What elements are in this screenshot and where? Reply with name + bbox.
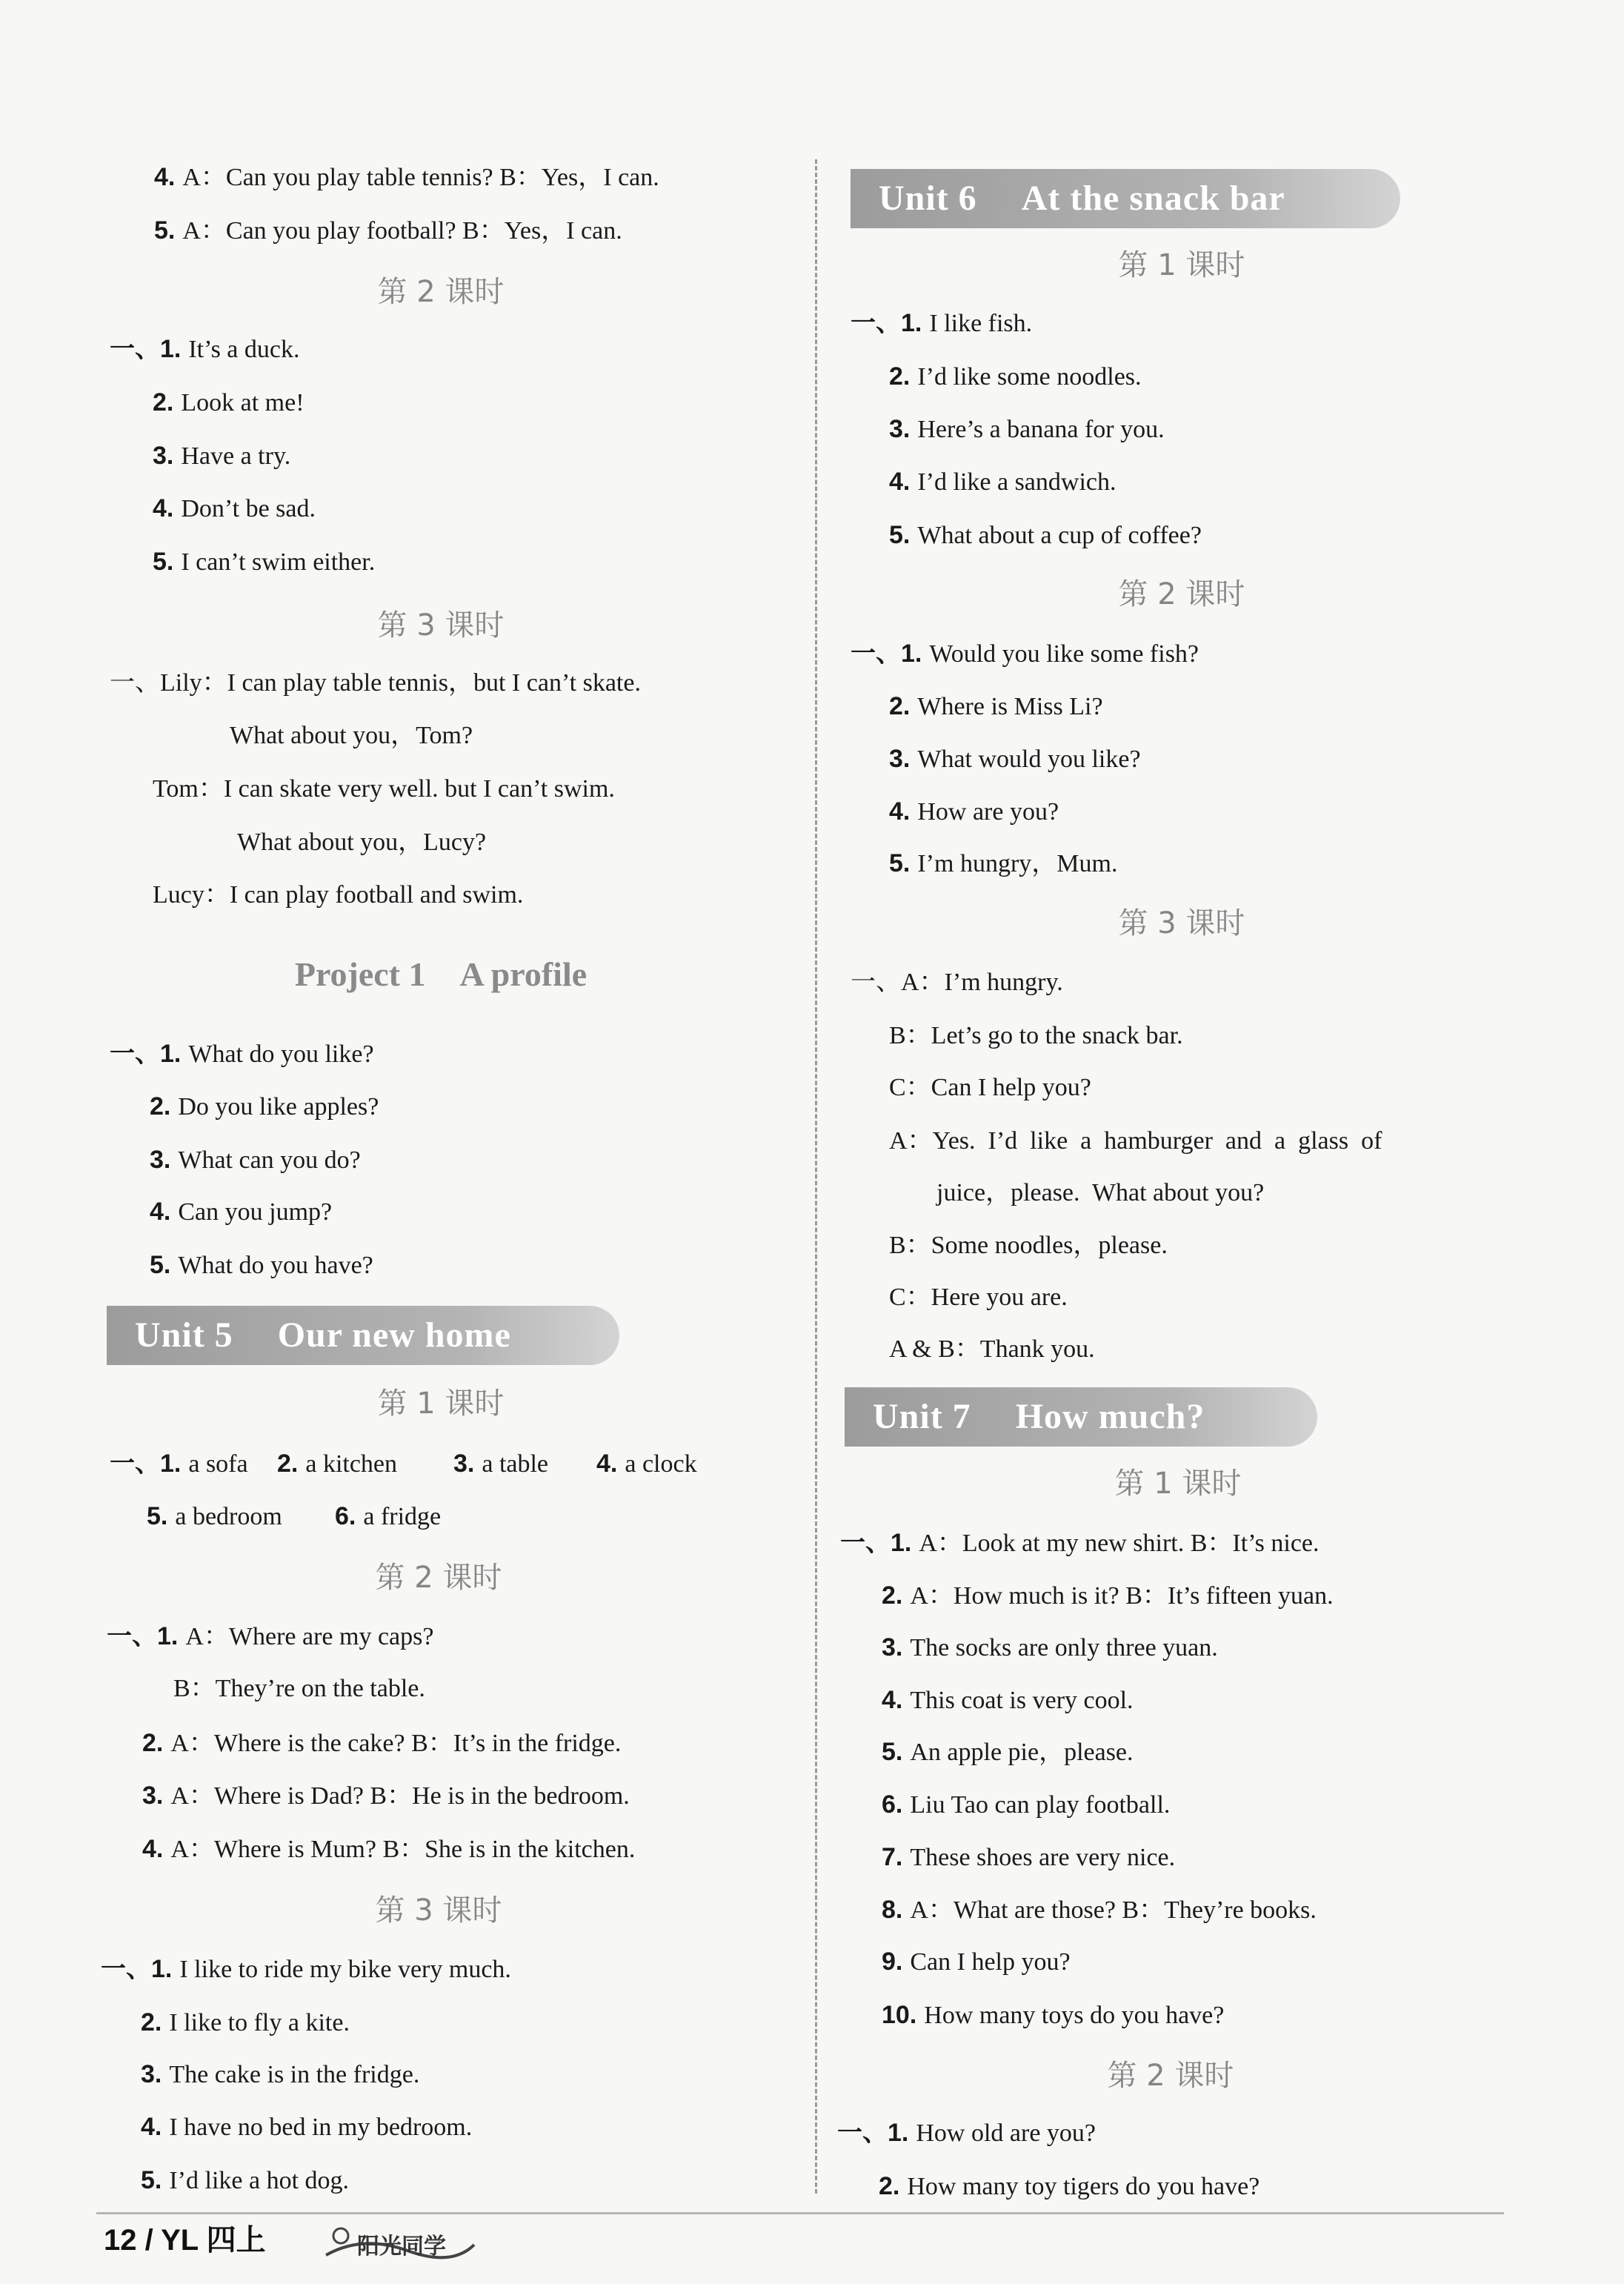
list-item: 一、1. How old are you? <box>837 2119 1096 2147</box>
list-item: 4. A：Where is Mum? B：She is in the kitchen. <box>142 1835 636 1863</box>
lesson-heading: 第 2 课时 <box>1118 577 1245 611</box>
dialogue-line: B：Some noodles，please. <box>889 1232 1168 1259</box>
dialogue-line: A & B：Thank you. <box>889 1335 1095 1363</box>
lesson-heading: 第 1 课时 <box>1118 248 1245 282</box>
list-item: 5. An apple pie，please. <box>882 1738 1134 1766</box>
lesson-heading: 第 3 课时 <box>375 1893 502 1928</box>
list-item: 一、1. I like fish. <box>851 309 1033 337</box>
dialogue-line: What about you，Tom? <box>230 722 473 749</box>
list-item: 2. How many toy tigers do you have? <box>879 2172 1260 2200</box>
lesson-heading: 第 2 课时 <box>1107 2059 1234 2093</box>
column-divider <box>815 159 817 2194</box>
list-item: 一、1. a sofa <box>110 1450 248 1478</box>
list-item: 4. I have no bed in my bedroom. <box>141 2113 473 2141</box>
list-item: 2. Do you like apples? <box>150 1092 379 1121</box>
list-item: 2. Where is Miss Li? <box>889 692 1103 720</box>
list-item: 3. Here’s a banana for you. <box>889 415 1165 443</box>
list-item: 5. I’m hungry，Mum. <box>889 849 1118 877</box>
list-item: 2. a kitchen <box>277 1450 398 1478</box>
lesson-heading: 第 3 课时 <box>1118 906 1245 940</box>
list-item: 9. Can I help you? <box>882 1948 1071 1976</box>
dialogue-line: B：Let’s go to the snack bar. <box>889 1022 1183 1049</box>
dialogue-line: Tom：I can skate very well. but I can’t swim. <box>153 775 615 803</box>
list-item: 2. I like to fly a kite. <box>141 2008 350 2036</box>
lesson-heading: 第 1 课时 <box>377 1387 505 1421</box>
list-item: 7. These shoes are very nice. <box>882 1843 1176 1871</box>
lesson-heading: 第 2 课时 <box>377 275 505 309</box>
list-item: 4. A：Can you play table tennis? B：Yes，I can. <box>154 163 659 191</box>
list-item: 一、1. It’s a duck. <box>110 335 300 363</box>
unit-banner: Unit 6 At the snack bar <box>851 169 1400 228</box>
list-item: 3. What can you do? <box>150 1146 361 1174</box>
list-item: B：They’re on the table. <box>173 1675 425 1702</box>
list-item: 一、1. Would you like some fish? <box>851 640 1199 668</box>
list-item: 8. A：What are those? B：They’re books. <box>882 1896 1317 1924</box>
list-item: 4. Can you jump? <box>150 1198 333 1226</box>
lesson-heading: 第 3 课时 <box>377 608 505 643</box>
dialogue-line: A：Yes. I’d like a hamburger and a glass of <box>889 1127 1382 1155</box>
list-item: 2. Look at me! <box>153 388 304 416</box>
unit-banner: Unit 5 Our new home <box>107 1306 619 1365</box>
lesson-heading: 第 2 课时 <box>375 1561 502 1595</box>
dialogue-line: C：Here you are. <box>889 1284 1068 1311</box>
list-item: 5. I’d like a hot dog. <box>141 2166 350 2194</box>
list-item: 一、1. A：Where are my caps? <box>107 1622 434 1650</box>
list-item: 4. How are you? <box>889 797 1059 826</box>
dialogue-line: C：Can I help you? <box>889 1074 1091 1101</box>
list-item: 一、1. I like to ride my bike very much. <box>101 1955 511 1983</box>
list-item: 10. How many toys do you have? <box>882 2001 1225 2029</box>
footer-rule <box>96 2212 1504 2214</box>
dialogue-line: 一、A：I’m hungry. <box>851 969 1063 996</box>
list-item: 4. Don’t be sad. <box>153 494 316 522</box>
list-item: 5. What do you have? <box>150 1251 373 1279</box>
list-item: 3. What would you like? <box>889 745 1141 773</box>
list-item: 5. A：Can you play football? B：Yes，I can. <box>154 216 622 245</box>
list-item: 3. The cake is in the fridge. <box>141 2060 420 2088</box>
logo-text: 阳光同学 <box>357 2234 446 2260</box>
dialogue-line: 一、Lily：I can play table tennis，but I can’t skate. <box>110 669 641 697</box>
page-footer: 12 / YL 四上 <box>104 2224 266 2257</box>
list-item: 5. a bedroom <box>147 1502 282 1530</box>
list-item: 3. A：Where is Dad? B：He is in the bedroom. <box>142 1782 630 1810</box>
list-item: 3. Have a try. <box>153 442 291 470</box>
unit-banner: Unit 7 How much? <box>845 1387 1317 1447</box>
list-item: 2. I’d like some noodles. <box>889 362 1142 391</box>
dialogue-line: juice，please. What about you? <box>936 1179 1265 1206</box>
project-heading: Project 1 A profile <box>294 955 588 993</box>
list-item: 2. A：Where is the cake? B：It’s in the fridge. <box>142 1729 622 1757</box>
list-item: 4. This coat is very cool. <box>882 1686 1134 1714</box>
dialogue-line: Lucy：I can play football and swim. <box>153 881 524 909</box>
list-item: 6. Liu Tao can play football. <box>882 1790 1171 1819</box>
list-item: 6. a fridge <box>335 1502 442 1530</box>
list-item: 一、1. What do you like? <box>110 1040 374 1068</box>
list-item: 2. A：How much is it? B：It’s fifteen yuan. <box>882 1581 1334 1610</box>
list-item: 3. a table <box>453 1450 549 1478</box>
lesson-heading: 第 1 课时 <box>1114 1467 1242 1501</box>
list-item: 4. a clock <box>596 1450 697 1478</box>
list-item: 4. I’d like a sandwich. <box>889 468 1116 496</box>
list-item: 5. What about a cup of coffee? <box>889 521 1202 549</box>
dialogue-line: What about you，Lucy? <box>237 829 487 856</box>
brand-logo-icon <box>319 2220 482 2271</box>
list-item: 5. I can’t swim either. <box>153 548 376 576</box>
list-item: 一、1. A：Look at my new shirt. B：It’s nice. <box>840 1529 1320 1557</box>
list-item: 3. The socks are only three yuan. <box>882 1633 1218 1661</box>
